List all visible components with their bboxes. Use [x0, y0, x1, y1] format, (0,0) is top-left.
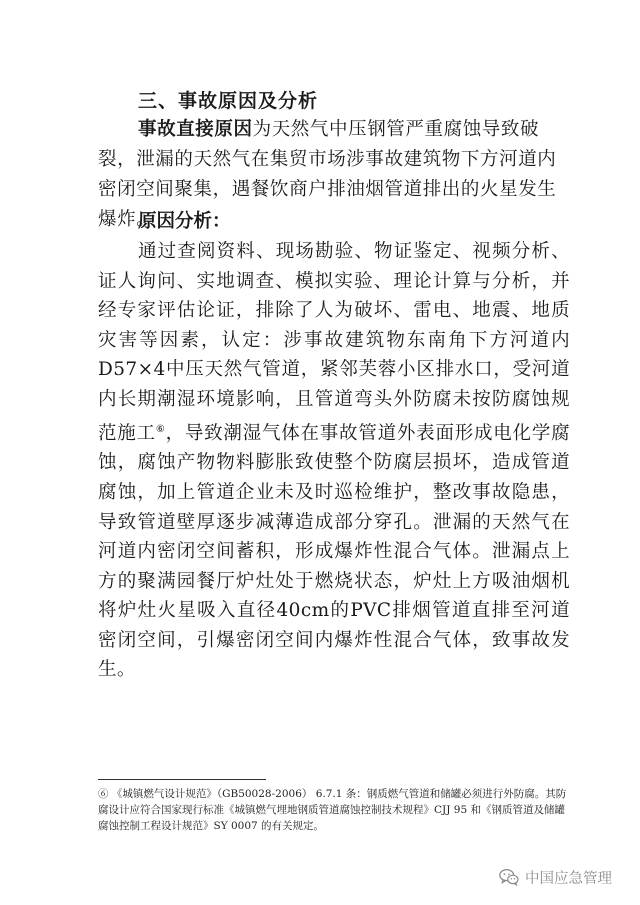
analysis-label: 原因分析：	[138, 211, 231, 232]
section-heading: 三、事故原因及分析	[138, 90, 319, 112]
footnote-reference: ⑥	[155, 423, 166, 435]
direct-cause-text: 为天然气中压钢管严重腐蚀导致破裂，泄漏的天然气在集贸市场涉事故建筑物下方河道内密闭空间聚集，遇餐饮商户排油烟管道排出的火星发生爆炸。	[98, 119, 557, 230]
footnote	[98, 786, 570, 834]
direct-cause-lead: 事故直接原因	[138, 119, 253, 140]
analysis-text-part2: ，导致潮湿气体在事故管道外表面形成电化学腐蚀，腐蚀产物物料膨胀致使整个防腐层损坏，造成管道腐蚀，加上管道企业未及时巡检维护，整改事故隐患，导致管道壁厚逐步减薄造成部分穿孔。泄漏的天然气在河道内密闭空间蓄积，形成爆炸性混合气体。泄漏点上方的聚满园餐厅炉灶处于燃烧状态，炉灶上方吸油烟机将炉灶火星吸入直径40cm的PVC排烟管道直排至河道密闭空间，引爆密闭空间内爆炸性混合气体，致事故发生。	[98, 422, 570, 681]
wechat-icon	[498, 866, 520, 888]
footnote-divider	[98, 779, 266, 780]
watermark-text: 中国应急管理	[525, 870, 612, 887]
watermark	[498, 866, 612, 888]
analysis-paragraph	[98, 237, 570, 685]
footnote-text: 《城镇燃气设计规范》（GB50028-2006） 6.7.1 条：钢质燃气管道和储罐必须进行外防腐。其防腐设计应符合国家现行标准《城镇燃气埋地钢质管道腐蚀控制技术规程》CJJ 95 和《钢质管道及储罐腐蚀控制工程设计规范》SY 0007 的有关规定。	[98, 788, 567, 832]
analysis-text-part1: 通过查阅资料、现场勘验、物证鉴定、视频分析、证人询问、实地调查、模拟实验、理论计算与分析，并经专家评估论证，排除了人为破坏、雷电、地震、地质灾害等因素，认定：涉事故建筑物东南角下方河道内D57×4中压天然气管道，紧邻芙蓉小区排水口，受河道内长期潮湿环境影响，且管道弯头外防腐未按防腐蚀规范施工	[98, 241, 570, 444]
footnote-mark: ⑥	[98, 788, 109, 800]
